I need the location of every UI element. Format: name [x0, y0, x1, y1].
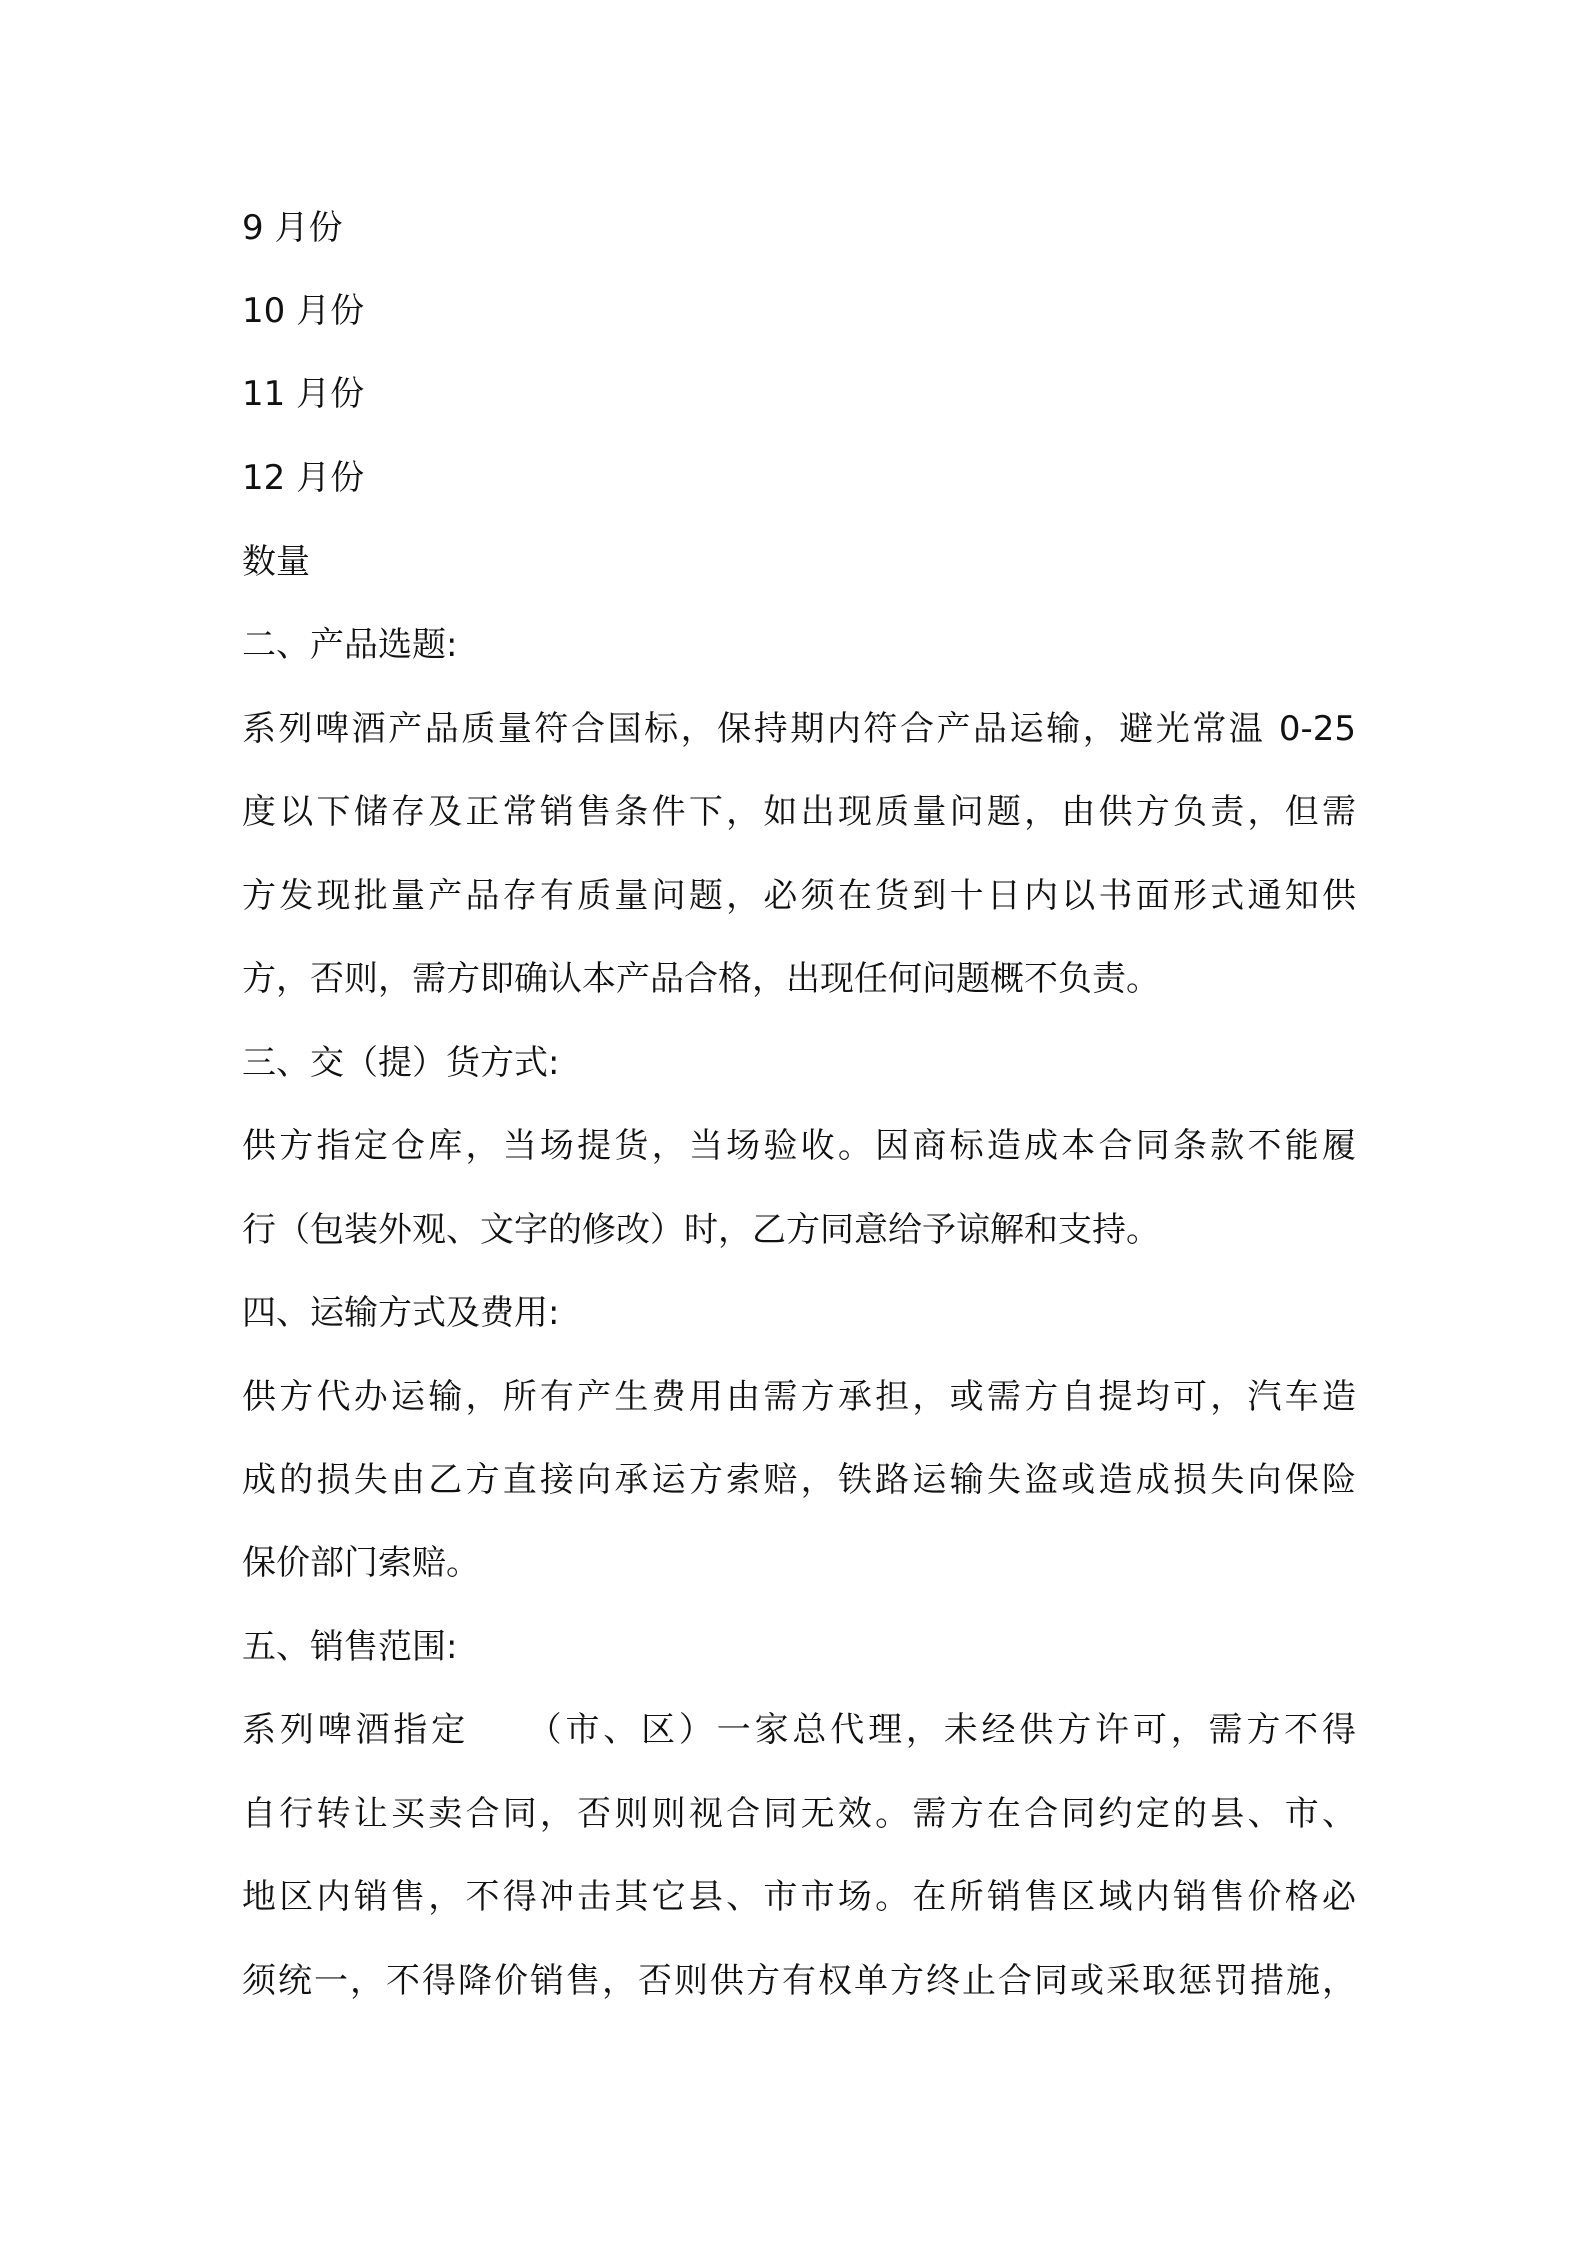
quantity-label: 数量: [242, 542, 310, 582]
month-october: 10 月份: [242, 291, 365, 331]
section-heading-delivery: 三、交（提）货方式:: [242, 1043, 560, 1083]
section-heading-sales-area: 五、销售范围:: [242, 1627, 458, 1667]
section-heading-product: 二、产品选题:: [242, 625, 458, 665]
paragraph-line: 系列啤酒指定 （市、区）一家总代理，未经供方许可，需方不得: [242, 1710, 1356, 1750]
section-heading-transport: 四、运输方式及费用:: [242, 1293, 560, 1333]
paragraph-line: 系列啤酒产品质量符合国标，保持期内符合产品运输，避光常温 0-25: [242, 709, 1356, 749]
paragraph-line: 行（包装外观、文字的修改）时，乙方同意给予谅解和支持。: [242, 1210, 1160, 1250]
paragraph-line: 供方指定仓库，当场提货，当场验收。因商标造成本合同条款不能履: [242, 1126, 1356, 1166]
month-september: 9 月份: [242, 208, 343, 248]
paragraph-line: 保价部门索赔。: [242, 1543, 480, 1583]
paragraph-line: 须统一，不得降价销售，否则供方有权单方终止合同或采取惩罚措施，: [242, 1961, 1356, 2001]
month-december: 12 月份: [242, 458, 365, 498]
paragraph-line: 成的损失由乙方直接向承运方索赔，铁路运输失盗或造成损失向保险: [242, 1460, 1356, 1500]
paragraph-line: 自行转让买卖合同，否则则视合同无效。需方在合同约定的县、市、: [242, 1794, 1356, 1834]
month-november: 11 月份: [242, 374, 365, 414]
paragraph-line: 方，否则，需方即确认本产品合格，出现任何问题概不负责。: [242, 959, 1160, 999]
paragraph-line: 度以下储存及正常销售条件下，如出现质量问题，由供方负责，但需: [242, 792, 1356, 832]
paragraph-line: 供方代办运输，所有产生费用由需方承担，或需方自提均可，汽车造: [242, 1377, 1356, 1417]
paragraph-line: 方发现批量产品存有质量问题，必须在货到十日内以书面形式通知供: [242, 876, 1356, 916]
paragraph-line: 地区内销售，不得冲击其它县、市市场。在所销售区域内销售价格必: [242, 1877, 1356, 1917]
